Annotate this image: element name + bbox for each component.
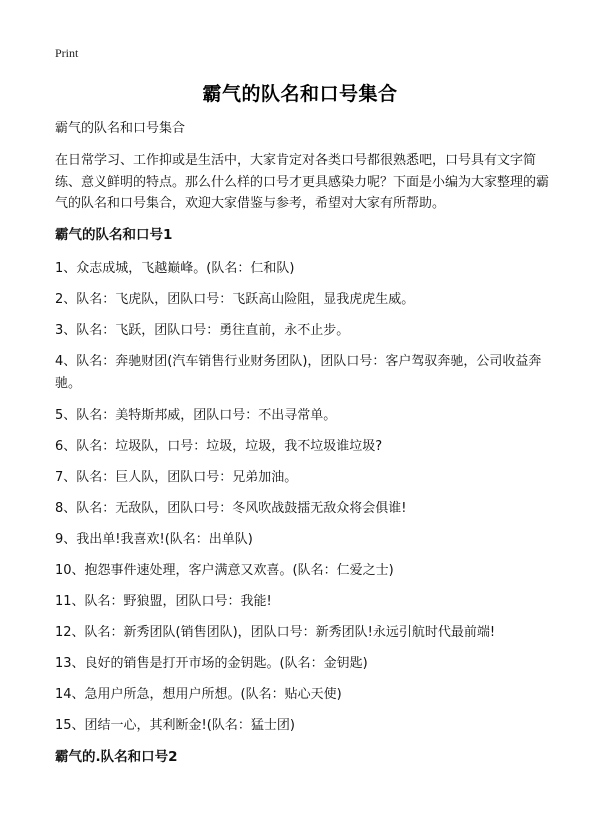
list-item: 13、良好的销售是打开市场的金钥匙。(队名：金钥匙) xyxy=(55,655,368,671)
list-item: 3、队名：飞跃，团队口号：勇往直前，永不止步。 xyxy=(55,322,350,338)
list-item: 8、队名：无敌队，团队口号：冬风吹战鼓擂无敌众将会俱谁! xyxy=(55,500,407,516)
document-title: 霸气的队名和口号集合 xyxy=(202,83,398,105)
list-item: 12、队名：新秀团队(销售团队)，团队口号：新秀团队!永远引航时代最前端! xyxy=(55,624,496,640)
list-item: 9、我出单!我喜欢!(队名：出单队) xyxy=(55,531,253,547)
list-item: 5、队名：美特斯邦威，团队口号：不出寻常单。 xyxy=(55,407,337,423)
list-item: 6、队名：垃圾队，口号：垃圾，垃圾，我不垃圾谁垃圾? xyxy=(55,438,383,454)
list-item: 11、队名：野狼盟，团队口号：我能! xyxy=(55,593,272,609)
print-link[interactable]: Print xyxy=(55,46,79,60)
list-item: 10、抱怨事件速处理，客户满意又欢喜。(队名：仁爱之士) xyxy=(55,562,394,578)
list-item: 2、队名：飞虎队，团队口号：飞跃高山险阻，显我虎虎生威。 xyxy=(55,291,415,307)
document-content xyxy=(55,118,550,780)
intro-paragraph: 在日常学习、工作抑或是生活中，大家肯定对各类口号都很熟悉吧，口号具有文字简练、意义鲜明的特点。那么什么样的口号才更具感染力呢？下面是小编为大家整理的霸气的队名和口号集合，欢迎大家借鉴与参考，希望对大家有所帮助。 xyxy=(55,153,550,211)
section-heading-1: 霸气的队名和口号1 xyxy=(55,226,173,243)
list-item: 14、急用户所急，想用户所想。(队名：贴心天使) xyxy=(55,686,342,702)
section-heading-2: 霸气的.队名和口号2 xyxy=(55,748,178,765)
document-subtitle: 霸气的队名和口号集合 xyxy=(55,121,186,136)
list-item: 15、团结一心，其利断金!(队名：猛士团) xyxy=(55,717,295,733)
list-item: 4、队名：奔驰财团(汽车销售行业财务团队)，团队口号：客户驾驭奔驰，公司收益奔驰。 xyxy=(55,353,542,391)
list-item: 7、队名：巨人队，团队口号：兄弟加油。 xyxy=(55,469,298,485)
list-item: 1、众志成城，飞越巅峰。(队名：仁和队) xyxy=(55,260,295,276)
